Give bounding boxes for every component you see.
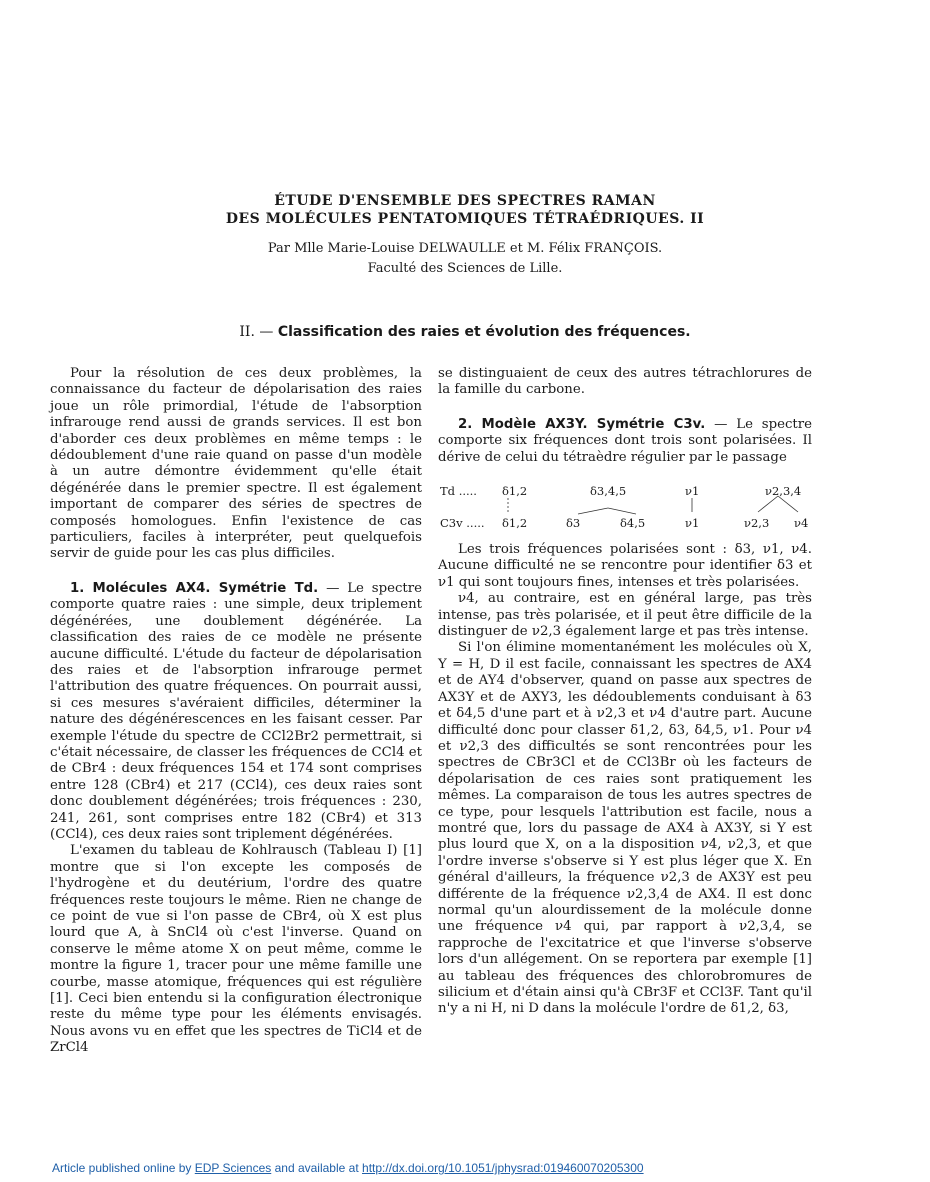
article-title-line2: DES MOLÉCULES PENTATOMIQUES TÉTRAÉDRIQUES. II [225, 211, 705, 227]
paragraph: 2. Modèle AX3Y. Symétrie C3v. — Le spectre comporte six fréquences dont trois sont polarisées. Il dérive de celui du tétraèdre régulier par le passage [438, 416, 812, 465]
footer-middle: and available at [274, 1161, 359, 1175]
section-number: II. — [239, 324, 274, 340]
mode-label: δ1,2 [502, 484, 528, 498]
mode-label: δ4,5 [620, 516, 646, 530]
link-nu4 [778, 496, 798, 512]
correlation-diagram [440, 482, 812, 534]
mode-label: ν4 [794, 516, 809, 530]
mode-label: δ3,4,5 [590, 484, 627, 498]
link-delta3 [578, 508, 608, 514]
publisher-link[interactable]: EDP Sciences [194, 1161, 272, 1175]
paragraph: Si l'on élimine momentanément les molécules où X, Y = H, D il est facile, connaissant les spectres de AX4 et de AY4 d'observer, quand on passe aux spectres de AX3Y et de AXY3, les dédoublements conduisant à δ3 et δ4,5 d'une part et à ν2,3 et ν4 d'autre part. Aucune difficulté donc pour classer δ1,2, δ3, δ4,5, ν1. Pour ν4 et ν2,3 des difficultés se sont rencontrées pour les spectres de CBr3Cl et de CCl3Br où les facteurs de dépolarisation de ces raies sont pratiquement les mêmes. La comparaison de tous les autres spectres de ce type, pour lesquels l'attribution est facile, nous a montré que, lors du passage de AX4 à AX3Y, si Y est plus lourd que X, on a la disposition ν4, ν2,3, et que l'ordre inverse s'observe si Y est plus léger que X. En général d'ailleurs, la fréquence ν2,3 de AX3Y est peu différente de la fréquence ν2,3,4 de AX4. Il est donc normal qu'un alourdissement de la molécule donne une fréquence ν4 qui, par rapport à ν2,3,4, se rapproche de l'excitatrice et que l'inverse s'observe lors d'un allégement. On se reportera par exemple [1] au tableau des fréquences des chlorobromures de silicium et d'étain ainsi qu'à CBr3F et CCl3F. Tant qu'il n'y a ni H, ni D dans la molécule l'ordre de δ1,2, δ3, [438, 640, 812, 1017]
paragraph: L'examen du tableau de Kohlrausch (Tableau I) [1] montre que si l'on excepte les composés de l'hydrogène et du deutérium, l'ordre des quatre fréquences reste toujours le même. Rien ne change de ce point de vue si l'on passe de CBr4, où X est plus lourd que A, à SnCl4 où c'est l'inverse. Quand on conserve le même atome X on peut même, comme le montre la figure 1, tracer pour une même famille une courbe, masse atomique, fréquences qui est régulière [1]. Ceci bien entendu si la configuration électronique reste du même type pour les éléments envisagés. Nous avons vu en effet que les spectres de TiCl4 et de ZrCl4 [50, 843, 422, 1056]
paragraph: Les trois fréquences polarisées sont : δ3, ν1, ν4. Aucune difficulté ne se rencontre pour identifier δ3 et ν1 qui sont toujours fines, intenses et très polarisées. [438, 542, 812, 590]
row-label-td: Td ..... [440, 484, 477, 498]
left-column [50, 366, 422, 1057]
article-affiliation: Faculté des Sciences de Lille. [367, 261, 563, 276]
mode-label: ν2,3 [744, 516, 770, 530]
paragraph: 1. Molécules AX4. Symétrie Td. — Le spectre comporte quatre raies : une simple, deux triplement dégénérées, une doublement dégénérée. La classification des raies de ce modèle ne présente aucune difficulté. L'étude du facteur de dépolarisation des raies et de l'absorption infrarouge permet l'attribution des quatre fréquences. On pourrait aussi, si ces mesures s'avéraient difficiles, déterminer la nature des dégénérescences en les faisant cesser. Par exemple l'étude du spectre de CCl2Br2 permettrait, si c'était nécessaire, de classer les fréquences de CCl4 et de CBr4 : deux fréquences 154 et 174 sont comprises entre 128 (CBr4) et 217 (CCl4), ces deux raies sont donc doublement dégénérées; trois fréquences : 230, 241, 261, sont comprises entre 182 (CBr4) et 313 (CCl4), ces deux raies sont triplement dégénérées. [50, 580, 423, 842]
mode-label: ν1 [685, 484, 700, 498]
paragraph-heading: 2. Modèle AX3Y. Symétrie C3v. [458, 416, 706, 432]
paragraph: ν4, au contraire, est en général large, pas très intense, pas très polarisée, et il peut être difficile de la distinguer de ν2,3 également large et pas très intense. [438, 591, 812, 640]
article-byline: Par Mlle Marie-Louise DELWAULLE et M. Félix FRANÇOIS. [267, 241, 663, 256]
article-title-line1: ÉTUDE D'ENSEMBLE DES SPECTRES RAMAN [274, 193, 656, 209]
section-heading [0, 324, 930, 340]
paragraph: se distinguaient de ceux des autres tétrachlorures de la famille du carbone. [438, 366, 812, 398]
mode-label: δ1,2 [502, 516, 528, 530]
publication-footer [52, 1161, 644, 1175]
paragraph: Pour la résolution de ces deux problèmes, la connaissance du facteur de dépolarisation des raies joue un rôle primordial, l'étude de l'absorption infrarouge rend aussi de grands services. Il est bon d'aborder ces deux problèmes en même temps : le dédoublement d'une raie quand on passe d'un modèle à un autre démontre évidemment qu'elle était dégénérée dans le premier spectre. Il est également important de comparer des séries de spectres de composés homologues. Enfin l'existence de cas particuliers, faciles à interpréter, peut quelquefois servir de guide pour les cas plus difficiles. [50, 366, 422, 562]
row-label-c3v: C3v ..... [440, 516, 485, 530]
mode-label: δ3 [566, 516, 581, 530]
mode-label: ν2,3,4 [765, 484, 802, 498]
section-title: Classification des raies et évolution des fréquences. [277, 324, 691, 340]
footer-prefix: Article published online by [52, 1161, 192, 1175]
right-column [438, 366, 812, 1018]
link-nu23 [758, 496, 778, 512]
link-delta45 [608, 508, 636, 514]
doi-link[interactable]: http://dx.doi.org/10.1051/jphysrad:019460070205300 [362, 1161, 644, 1175]
paragraph-heading: 1. Molécules AX4. Symétrie Td. [70, 580, 319, 596]
mode-label: ν1 [685, 516, 700, 530]
